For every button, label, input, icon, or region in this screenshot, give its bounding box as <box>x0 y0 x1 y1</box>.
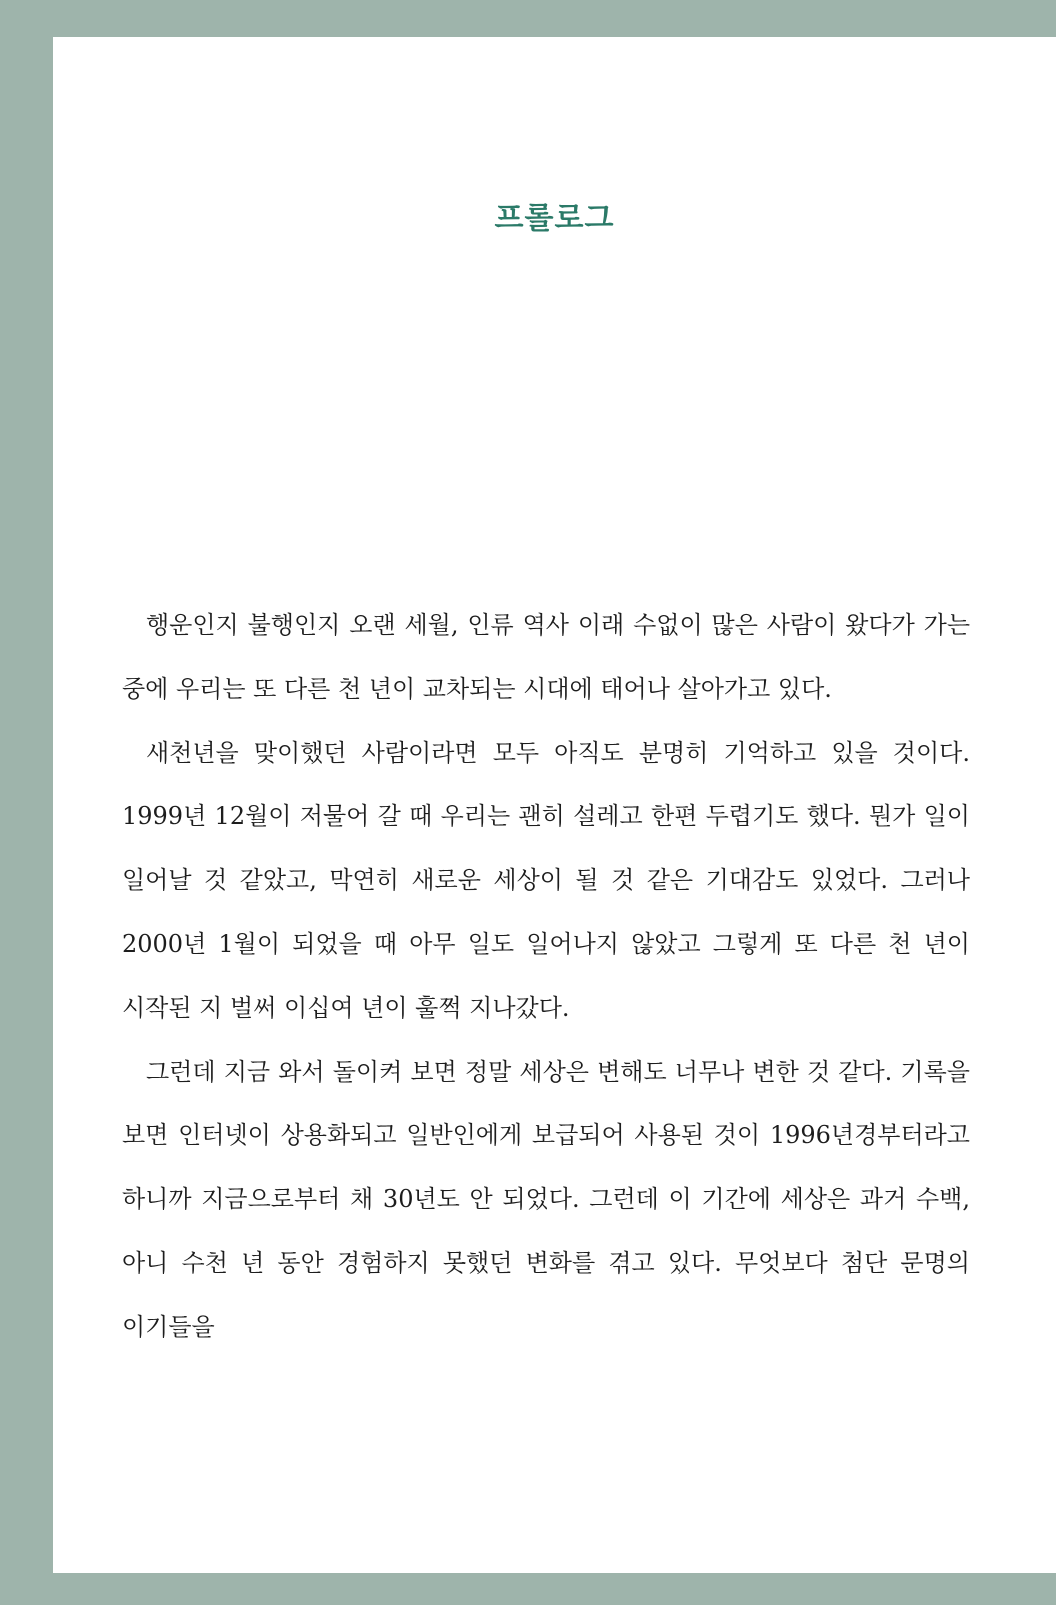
body-text <box>122 594 970 1360</box>
paragraph: 그런데 지금 와서 돌이켜 보면 정말 세상은 변해도 너무나 변한 것 같다. 기록을 보면 인터넷이 상용화되고 일반인에게 보급되어 사용된 것이 1996년경부터라고 하니까 지금으로부터 채 30년도 안 되었다. 그런데 이 기간에 세상은 과거 수백, 아니 수천 년 동안 경험하지 못했던 변화를 겪고 있다. 무엇보다 첨단 문명의 이기들을 <box>122 1057 970 1341</box>
book-page <box>53 37 1056 1573</box>
chapter-title: 프롤로그 <box>494 201 615 236</box>
paragraph: 새천년을 맞이했던 사람이라면 모두 아직도 분명히 기억하고 있을 것이다. 1999년 12월이 저물어 갈 때 우리는 괜히 설레고 한편 두렵기도 했다. 뭔가 일이 일어날 것 같았고, 막연히 새로운 세상이 될 것 같은 기대감도 있었다. 그러나 2000년 1월이 되었을 때 아무 일도 일어나지 않았고 그렇게 또 다른 천 년이 시작된 지 벌써 이십여 년이 훌쩍 지나갔다. <box>122 738 970 1022</box>
paragraph: 행운인지 불행인지 오랜 세월, 인류 역사 이래 수없이 많은 사람이 왔다가 가는 중에 우리는 또 다른 천 년이 교차되는 시대에 태어나 살아가고 있다. <box>122 611 970 703</box>
